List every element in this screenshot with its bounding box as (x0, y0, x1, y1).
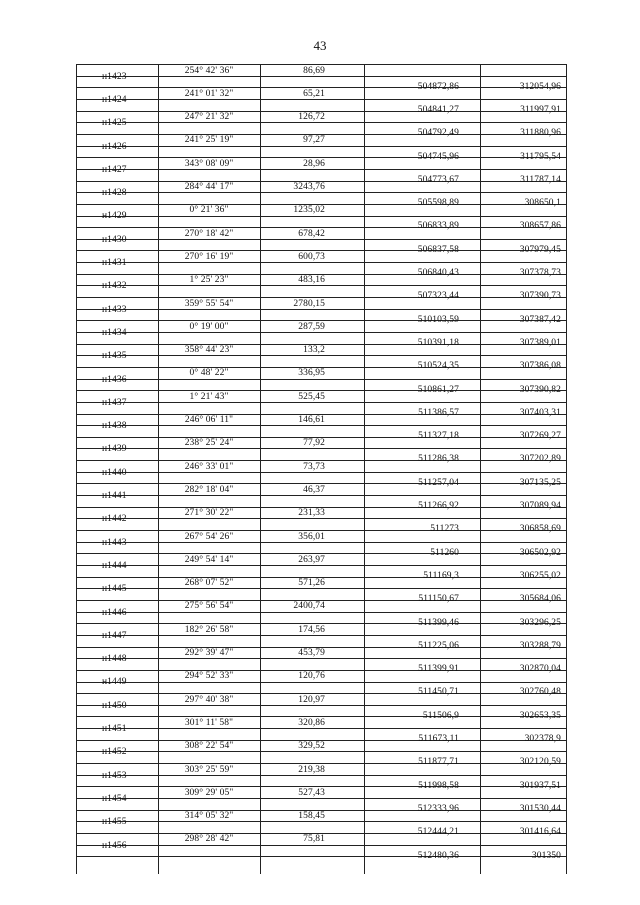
point-name: н1455 (102, 817, 127, 828)
coordinate-x: 511399,46 (418, 617, 459, 628)
segment-length: 97,27 (303, 135, 325, 146)
row-divider (76, 425, 566, 426)
point-name: н1437 (102, 397, 127, 408)
segment-length: 453,79 (298, 648, 325, 658)
coordinate-x: 510861,27 (417, 384, 459, 395)
segment-length: 525,45 (298, 391, 325, 402)
coordinate-y: 306858,69 (519, 524, 561, 535)
coordinate-x: 505598,89 (417, 198, 459, 209)
row-divider (76, 682, 566, 683)
coordinate-x: 511286,38 (418, 454, 459, 465)
coordinate-x: 506840,43 (417, 268, 459, 279)
point-name: н1448 (102, 654, 127, 665)
coordinate-y: 312054,96 (519, 81, 561, 92)
row-divider (76, 658, 566, 659)
segment-length: 75,81 (303, 834, 325, 845)
row-divider (76, 379, 566, 380)
direction-angle: 0° 21' 36" (189, 205, 229, 216)
row-divider (76, 775, 566, 776)
segment-length: 1235,02 (293, 205, 325, 216)
direction-angle: 270° 16' 19" (184, 251, 234, 262)
segment-length: 2400,74 (293, 601, 325, 612)
direction-angle: 314° 05' 32" (184, 811, 234, 822)
point-name: н1443 (102, 537, 127, 548)
segment-length: 126,72 (298, 112, 325, 123)
segment-length: 120,97 (298, 694, 325, 705)
row-divider (76, 472, 566, 473)
direction-angle: 298° 28' 42" (184, 834, 234, 845)
coordinate-y: 307089,94 (519, 501, 561, 512)
point-name: н1424 (102, 94, 127, 105)
coordinate-y: 306502,92 (519, 547, 561, 558)
coordinate-y: 311880,96 (520, 128, 561, 139)
segment-length: 46,37 (303, 484, 325, 495)
segment-length: 231,33 (298, 508, 325, 519)
segment-length: 527,43 (298, 787, 325, 798)
direction-angle: 292° 39' 47" (184, 648, 234, 658)
point-name: н1429 (102, 211, 127, 222)
point-name: н1436 (102, 374, 127, 385)
point-name: н1440 (102, 467, 127, 478)
point-name: н1433 (102, 304, 127, 315)
coordinate-y: 301530,44 (519, 803, 561, 814)
coordinate-y: 301937,51 (519, 780, 561, 791)
point-name: н1438 (102, 421, 127, 432)
coordinate-x: 512333,96 (417, 803, 459, 814)
point-name: н1446 (102, 607, 127, 618)
coordinate-y: 302870,04 (519, 664, 561, 675)
segment-length: 2780,15 (293, 298, 325, 309)
direction-angle: 0° 48' 22" (189, 368, 229, 379)
coordinate-x: 511386,57 (418, 407, 459, 418)
row-divider (76, 612, 566, 613)
direction-angle: 1° 25' 23" (189, 275, 229, 286)
row-divider (76, 845, 566, 846)
row-divider (76, 821, 566, 822)
row-divider (76, 216, 566, 217)
coordinate-x: 511257,04 (418, 477, 459, 488)
row-divider (76, 728, 566, 729)
row-divider (76, 448, 566, 449)
coordinate-y: 303288,79 (519, 640, 561, 651)
coordinate-y: 303296,25 (519, 617, 561, 628)
segment-length: 28,96 (303, 158, 325, 169)
point-name: н1445 (102, 584, 127, 595)
direction-angle: 303° 25' 59" (184, 764, 234, 775)
segment-length: 571,26 (298, 578, 325, 589)
row-divider (76, 565, 566, 566)
direction-angle: 246° 33' 01" (184, 461, 234, 472)
direction-angle: 284° 44' 17" (184, 182, 234, 192)
coordinate-y: 305684,06 (519, 594, 561, 605)
segment-length: 678,42 (298, 228, 325, 239)
coordinate-x: 510391,18 (417, 337, 459, 348)
segment-length: 77,92 (303, 438, 325, 449)
coordinate-x: 504745,96 (417, 151, 459, 162)
coordinate-x: 504841,27 (417, 104, 459, 115)
coordinate-y: 307389,01 (519, 337, 561, 348)
segment-length: 86,69 (303, 65, 325, 76)
point-name: н1442 (102, 514, 127, 525)
row-divider (76, 285, 566, 286)
direction-angle: 359° 55' 54" (184, 298, 234, 309)
coordinate-y: 307979,45 (519, 244, 561, 255)
coordinate-y: 302760,48 (519, 687, 561, 698)
point-name: н1444 (102, 560, 127, 571)
row-divider (76, 332, 566, 333)
coordinate-y: 311997,91 (520, 104, 561, 115)
direction-angle: 182° 26' 58" (184, 624, 234, 635)
coordinate-y: 306255,02 (519, 570, 561, 581)
row-divider (76, 146, 566, 147)
coordinate-y: 302120,59 (519, 757, 561, 768)
coordinates-table (76, 64, 566, 874)
coordinate-x: 512480,36 (417, 850, 459, 861)
row-divider (76, 122, 566, 123)
point-name: н1435 (102, 351, 127, 362)
coordinate-x: 511260 (430, 547, 459, 558)
point-name: н1428 (102, 188, 127, 199)
coordinate-y: 301416,64 (519, 827, 561, 838)
direction-angle: 282° 18' 04" (184, 484, 234, 495)
segment-length: 3243,76 (293, 182, 325, 192)
point-name: н1447 (102, 630, 127, 641)
point-name: н1432 (102, 281, 127, 292)
point-name: н1453 (102, 770, 127, 781)
table-border-left (76, 64, 77, 874)
row-divider (76, 99, 566, 100)
coordinate-x: 504792,49 (417, 128, 459, 139)
point-name: н1427 (102, 164, 127, 175)
segment-length: 356,01 (298, 531, 325, 542)
coordinate-x: 511506,9 (422, 710, 459, 721)
row-divider (76, 635, 566, 636)
row-divider (76, 192, 566, 193)
row-divider (76, 798, 566, 799)
point-name: н1441 (102, 491, 127, 502)
direction-angle: 0° 19' 00" (189, 321, 229, 332)
direction-angle: 275° 56' 54" (184, 601, 234, 612)
direction-angle: 270° 18' 42" (184, 228, 234, 239)
coordinate-x: 511225,06 (418, 640, 459, 651)
segment-length: 219,38 (298, 764, 325, 775)
direction-angle: 247° 21' 32" (184, 112, 234, 123)
coordinate-y: 307390,82 (519, 384, 561, 395)
segment-length: 483,16 (298, 275, 325, 286)
coordinate-x: 504773,67 (417, 174, 459, 185)
direction-angle: 1° 21' 43" (189, 391, 229, 402)
segment-length: 146,61 (298, 415, 325, 425)
coordinate-y: 308657,86 (519, 221, 561, 232)
direction-angle: 241° 01' 32" (184, 88, 234, 99)
point-name: н1454 (102, 793, 127, 804)
segment-length: 73,73 (303, 461, 325, 472)
column-divider (480, 64, 481, 874)
coordinate-y: 307386,08 (519, 361, 561, 372)
coordinate-x: 511273 (430, 524, 459, 535)
direction-angle: 308° 22' 54" (184, 741, 234, 752)
direction-angle: 309° 29' 05" (184, 787, 234, 798)
coordinate-x: 512444,21 (417, 827, 459, 838)
segment-length: 320,86 (298, 717, 325, 728)
column-divider (364, 64, 365, 874)
row-divider (76, 262, 566, 263)
point-name: н1450 (102, 700, 127, 711)
coordinate-y: 307269,27 (519, 431, 561, 442)
coordinate-x: 506833,89 (417, 221, 459, 232)
coordinate-y: 301350 (531, 850, 561, 861)
page-number: 43 (313, 38, 327, 53)
coordinate-y: 307387,42 (519, 314, 561, 325)
coordinate-y: 307390,73 (519, 291, 561, 302)
coordinate-x: 511327,18 (418, 431, 459, 442)
coordinate-y: 307378,73 (519, 268, 561, 279)
point-name: н1426 (102, 141, 127, 152)
segment-length: 329,52 (298, 741, 325, 752)
point-name: н1439 (102, 444, 127, 455)
direction-angle: 249° 54' 14" (184, 554, 234, 565)
row-divider (76, 239, 566, 240)
coordinate-x: 511450,71 (418, 687, 459, 698)
coordinate-y: 307202,89 (519, 454, 561, 465)
segment-length: 287,59 (298, 321, 325, 332)
row-divider (76, 495, 566, 496)
coordinate-x: 511998,58 (418, 780, 459, 791)
point-name: н1431 (102, 258, 127, 269)
row-divider (76, 751, 566, 752)
row-divider (76, 518, 566, 519)
point-name: н1452 (102, 747, 127, 758)
point-name: н1425 (102, 118, 127, 129)
segment-length: 600,73 (298, 251, 325, 262)
segment-length: 263,97 (298, 554, 325, 565)
coordinate-x: 510524,35 (417, 361, 459, 372)
point-name: н1449 (102, 677, 127, 688)
segment-length: 65,21 (303, 88, 325, 99)
coordinate-y: 307135,25 (519, 477, 561, 488)
segment-length: 133,2 (303, 345, 325, 356)
coordinate-y: 307403,31 (519, 407, 561, 418)
coordinate-x: 511399,91 (418, 664, 459, 675)
row-divider (76, 76, 566, 77)
direction-angle: 301° 11' 58" (184, 717, 234, 728)
coordinate-x: 510103,59 (417, 314, 459, 325)
coordinate-y: 302653,35 (519, 710, 561, 721)
row-divider (76, 705, 566, 706)
coordinate-x: 511877,71 (418, 757, 459, 768)
coordinate-x: 506837,58 (417, 244, 459, 255)
coordinate-x: 504872,86 (417, 81, 459, 92)
direction-angle: 254° 42' 36" (184, 65, 234, 76)
coordinate-x: 507323,44 (417, 291, 459, 302)
row-divider (76, 542, 566, 543)
segment-length: 158,45 (298, 811, 325, 822)
row-divider (76, 402, 566, 403)
segment-length: 120,76 (298, 671, 325, 682)
coordinate-x: 511150,67 (418, 594, 459, 605)
direction-angle: 343° 08' 09" (184, 158, 234, 169)
row-divider (76, 309, 566, 310)
direction-angle: 268° 07' 52" (184, 578, 234, 589)
direction-angle: 294° 52' 33" (184, 671, 234, 682)
direction-angle: 246° 06' 11" (184, 415, 234, 425)
direction-angle: 241° 25' 19" (184, 135, 234, 146)
coordinate-y: 308650,1 (524, 198, 561, 209)
segment-length: 174,56 (298, 624, 325, 635)
point-name: н1434 (102, 327, 127, 338)
point-name: н1451 (102, 724, 127, 735)
row-divider (76, 588, 566, 589)
coordinate-y: 311795,54 (520, 151, 561, 162)
table-border-right (566, 64, 567, 874)
segment-length: 336,95 (298, 368, 325, 379)
row-divider (76, 169, 566, 170)
coordinate-x: 511673,11 (418, 734, 459, 745)
point-name: н1456 (102, 840, 127, 851)
row-divider (76, 355, 566, 356)
point-name: н1430 (102, 234, 127, 245)
column-divider (260, 64, 261, 874)
coordinate-x: 511266,92 (418, 501, 459, 512)
direction-angle: 238° 25' 24" (184, 438, 234, 449)
coordinate-y: 311787,14 (520, 174, 561, 185)
coordinate-x: 511169,3 (423, 570, 459, 581)
direction-angle: 267° 54' 26" (184, 531, 234, 542)
coordinate-y: 302378,9 (524, 734, 561, 745)
direction-angle: 297° 40' 38" (184, 694, 234, 705)
direction-angle: 358° 44' 23" (184, 345, 234, 356)
direction-angle: 271° 30' 22" (184, 508, 234, 519)
point-name: н1423 (102, 71, 127, 82)
